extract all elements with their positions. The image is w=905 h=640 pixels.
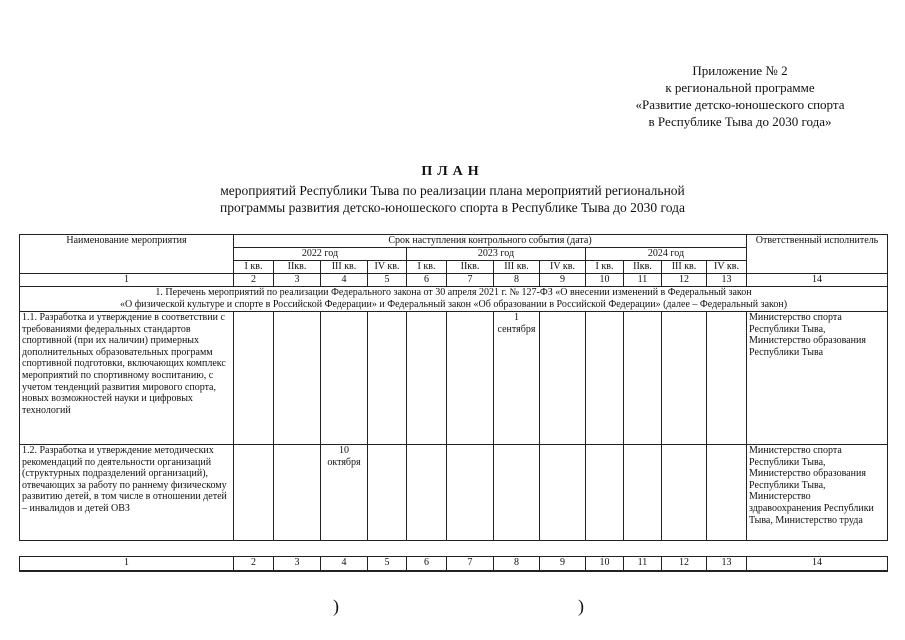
column-number: 14 [747,557,888,572]
column-number: 9 [540,274,586,287]
column-number: 5 [368,557,407,572]
column-number: 8 [494,274,540,287]
quarter-cell-date: 10 октября [321,445,368,541]
activity-name: 1.2. Разработка и утверждение методических рекомендаций по деятельности организаций (структурных подразделений организаций), отвечающих за работу по раннему физическому развитию детей, в том числе в отношении детей – инвалидов и детей ОВЗ [20,445,234,541]
column-number: 8 [494,557,540,572]
column-number: 2 [234,274,274,287]
quarter-cell [662,312,707,445]
quarter-header: IV кв. [540,261,586,274]
column-number: 5 [368,274,407,287]
quarter-header: I кв. [234,261,274,274]
column-number: 10 [586,274,624,287]
quarter-cell [447,312,494,445]
quarter-cell [624,445,662,541]
column-number: 3 [274,274,321,287]
scan-mark: ) [333,596,339,616]
plan-subtitle-line: программы развития детско-юношеского спорта в Республике Тыва до 2030 года [220,200,685,215]
column-number: 7 [447,274,494,287]
quarter-header: IIкв. [447,261,494,274]
quarter-header: IIкв. [624,261,662,274]
appendix-line: в Республике Тыва до 2030 года» [648,114,832,129]
quarter-cell [624,312,662,445]
quarter-cell [540,312,586,445]
appendix-line: «Развитие детско-юношеского спорта [635,97,845,112]
column-number: 6 [407,557,447,572]
quarter-cell [234,445,274,541]
column-number: 1 [20,557,234,572]
table-row [20,312,888,445]
quarter-header: I кв. [586,261,624,274]
year-2024: 2024 год [586,248,747,261]
column-number: 2 [234,557,274,572]
section-heading [20,287,888,312]
quarter-cell [494,445,540,541]
column-number: 4 [321,557,368,572]
column-number: 10 [586,557,624,572]
section-heading-line: 1. Перечень мероприятий по реализации Федерального закона от 30 апреля 2021 г. № 127-ФЗ «О внесении изменений в Федеральный закон [155,287,752,298]
year-2022: 2022 год [234,248,407,261]
quarter-cell [586,312,624,445]
quarter-header: IIкв. [274,261,321,274]
appendix-block [560,62,905,130]
quarter-header: I кв. [407,261,447,274]
column-number: 11 [624,274,662,287]
quarter-cell [368,312,407,445]
column-number: 13 [707,274,747,287]
repeated-column-numbers [19,556,888,572]
column-number: 7 [447,557,494,572]
quarter-cell [407,312,447,445]
quarter-cell [274,445,321,541]
table-row [20,445,888,541]
plan-subtitle-line: мероприятий Республики Тыва по реализации плана мероприятий региональной [220,183,685,198]
quarter-cell [447,445,494,541]
quarter-cell [407,445,447,541]
plan-subtitle [0,182,905,216]
quarter-cell [321,312,368,445]
column-number: 12 [662,557,707,572]
quarter-header: III кв. [494,261,540,274]
column-number: 11 [624,557,662,572]
appendix-line: Приложение № 2 [692,63,788,78]
plan-table [19,234,888,541]
column-number: 3 [274,557,321,572]
quarter-cell [662,445,707,541]
column-number: 6 [407,274,447,287]
responsible-cell: Министерство спорта Республики Тыва, Министерство образования Республики Тыва [747,312,888,445]
header-deadline: Срок наступления контрольного события (дата) [234,235,747,248]
column-number: 9 [540,557,586,572]
header-name: Наименование мероприятия [20,235,234,274]
column-number: 14 [747,274,888,287]
column-number: 13 [707,557,747,572]
quarter-cell [540,445,586,541]
quarter-header: IV кв. [707,261,747,274]
column-number: 12 [662,274,707,287]
quarter-cell-date: 1 сентября [494,312,540,445]
quarter-cell [234,312,274,445]
activity-name: 1.1. Разработка и утверждение в соответствии с требованиями федеральных стандартов спортивной (при их наличии) примерных дополнительных образовательных программ спортивной подготовки, включающих комплекс мероприятий по спортивному воспитанию, с учетом тенденций развития мирового спорта, новых возможностей науки и цифровых технологий [20,312,234,445]
quarter-header: III кв. [321,261,368,274]
quarter-cell [707,312,747,445]
section-heading-line: «О физической культуре и спорте в Российской Федерации» и Федеральный закон «Об образовании в Российской Федерации» (далее – Федеральный закон) [119,299,788,310]
quarter-header: III кв. [662,261,707,274]
header-responsible: Ответственный исполнитель [747,235,888,274]
quarter-header: IV кв. [368,261,407,274]
responsible-cell: Министерство спорта Республики Тыва, Министерство образования Республики Тыва, Министерство здравоохранения Республики Тыва, Министерство труда [747,445,888,541]
quarter-cell [586,445,624,541]
quarter-cell [274,312,321,445]
scan-mark: ) [578,596,584,616]
year-2023: 2023 год [407,248,586,261]
appendix-line: к региональной программе [665,80,815,95]
quarter-cell [707,445,747,541]
column-number: 4 [321,274,368,287]
plan-title: ПЛАН [421,164,484,179]
column-number: 1 [20,274,234,287]
quarter-cell [368,445,407,541]
